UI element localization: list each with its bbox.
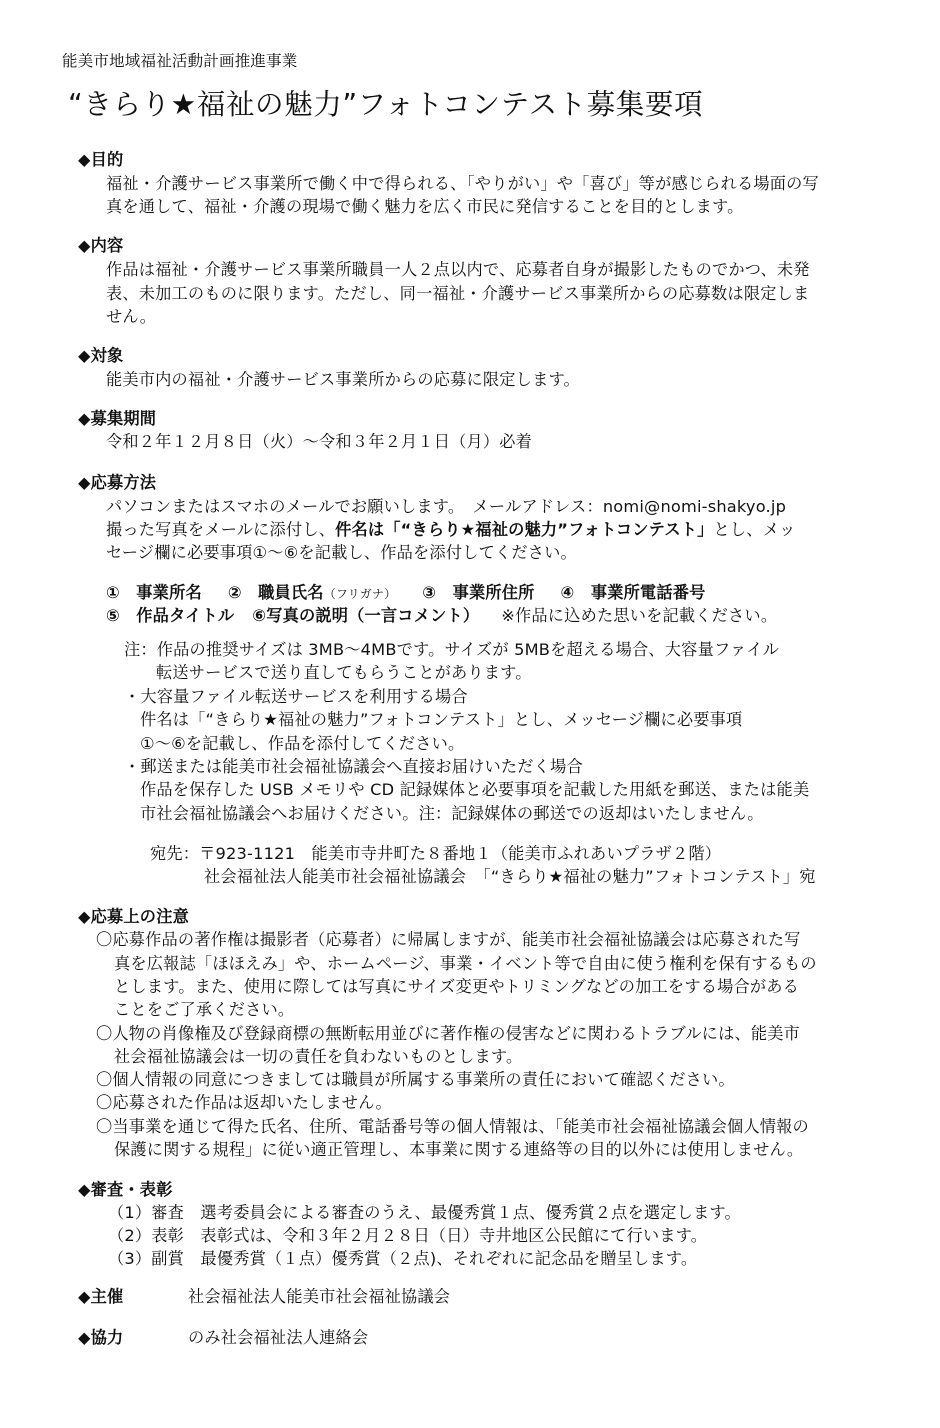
caution-line: 真を広報誌「ほほえみ」や、ホームページ、事業・イベント等で自由に使う権利を保有するもの [114, 954, 817, 973]
caution-line: 〇当事業を通じて得た氏名、住所、電話番号等の個人情報は、「能美市社会福祉協議会個人情報の [96, 1117, 809, 1136]
content-line: 作品は福祉・介護サービス事業所職員一人２点以内で、応募者自身が撮影したものでかつ、未発 [106, 260, 810, 279]
org-line: 能美市地域福祉活動計画推進事業 [62, 52, 298, 70]
method-heading: ◆応募方法 [78, 473, 157, 492]
transfer-note-heading: ・大容量ファイル転送サービスを利用する場合 [124, 687, 468, 706]
caution-line: 〇応募作品の著作権は撮影者（応募者）に帰属しますが、能美市社会福祉協議会は応募された写 [96, 930, 801, 949]
period-line: 令和２年１２月８日（火）～令和３年２月１日（月）必着 [106, 432, 533, 451]
judging-line: （3）副賞 最優秀賞（１点）優秀賞（２点)、それぞれに記念品を贈呈します。 [108, 1249, 698, 1268]
caution-line: 〇人物の肖像権及び登録商標の無断転用並びに著作権の侵害などに関わるトラブルには、能美市 [96, 1024, 801, 1043]
mail-note-line: 市社会福祉協議会へお届けください。注：記録媒体の郵送での返却はいたしません。 [140, 804, 764, 823]
purpose-line: 真を通して、福祉・介護の現場で働く魅力を広く市民に発信することを目的とします。 [106, 197, 744, 216]
caution-line: 保護に関する規程」に従い適正管理し、本事業に関する連絡等の目的以外には使用しません。 [114, 1140, 804, 1159]
address-recipient-line: 社会福祉法人能美市社会福祉協議会 「“きらり★福祉の魅力”フォトコンテスト」宛 [204, 867, 816, 886]
caution-heading: ◆応募上の注意 [78, 907, 189, 926]
size-note-line: 転送サービスで送り直してもらうことがあります。 [156, 663, 532, 682]
content-line: 表、未加工のものに限ります。ただし、同一福祉・介護サービス事業所からの応募数は限定しま [106, 284, 810, 303]
judging-line: （1）審査 選考委員会による審査のうえ、最優秀賞１点、優秀賞２点を選定します。 [108, 1203, 741, 1222]
caution-line: ことをご了承ください。 [114, 1000, 295, 1019]
organizer-label: ◆主催 [78, 1287, 124, 1306]
item-office-phone: ④ 事業所電話番号 [560, 583, 706, 602]
purpose-line: 福祉・介護サービス事業所で働く中で得られる、「やりがい」や「喜び」等が感じられる場面の写 [106, 174, 819, 193]
method-subject-pre: 撮った写真をメールに添付し、 [106, 520, 336, 539]
cooperation-label: ◆協力 [78, 1328, 124, 1347]
item-staff-kana: （フリガナ） [323, 587, 397, 601]
size-note-line: 注：作品の推奨サイズは 3MB～4MBです。サイズが 5MBを超える場合、大容量ファイル [124, 640, 780, 659]
target-line: 能美市内の福祉・介護サービス事業所からの応募に限定します。 [106, 370, 580, 389]
mail-note-line: 作品を保存した USB メモリや CD 記録媒体と必要事項を記載した用紙を郵送、または能美 [140, 780, 810, 799]
required-items-row-2 [106, 605, 777, 627]
content-line: せん。 [106, 307, 157, 326]
item-work-title: ⑤ 作品タイトル [106, 606, 235, 625]
item-office-address: ③ 事業所住所 [422, 583, 535, 602]
method-subject-post: とし、メッ [713, 520, 796, 539]
caution-line: 社会福祉協議会は一切の責任を負わないものとします。 [114, 1047, 523, 1066]
target-heading: ◆対象 [78, 346, 124, 365]
item-note: ※作品に込めた思いを記載ください。 [501, 606, 778, 625]
cooperation-value: のみ社会福祉法人連絡会 [188, 1328, 369, 1347]
content-heading: ◆内容 [78, 236, 124, 255]
caution-line: とします。また、使用に際しては写真にサイズ変更やトリミングなどの加工をする場合がある [114, 977, 800, 996]
required-items-row-1 [106, 582, 706, 605]
address-line: 宛先：〒923-1121 能美市寺井町た８番地１（能美市ふれあいプラザ２階） [150, 844, 722, 863]
method-message-line: セージ欄に必要事項①～⑥を記載し、作品を添付してください。 [106, 543, 577, 562]
item-photo-description: ⑥写真の説明（一言コメント） [252, 606, 480, 625]
caution-line: 〇応募された作品は返却いたしません。 [96, 1093, 392, 1112]
method-subject-bold: 件名は「“きらり★福祉の魅力”フォトコンテスト」 [335, 520, 714, 539]
purpose-heading: ◆目的 [78, 150, 124, 169]
method-email-line: パソコンまたはスマホのメールでお願いします。 メールアドレス：nomi@nomi-shakyo.jp [106, 497, 787, 516]
page-title: “きらり★福祉の魅力”フォトコンテスト募集要項 [68, 88, 704, 121]
transfer-note-line: 件名は「“きらり★福祉の魅力”フォトコンテスト」とし、メッセージ欄に必要事項 [140, 710, 743, 729]
mail-note-heading: ・郵送または能美市社会福祉協議会へ直接お届けいただく場合 [124, 757, 583, 776]
transfer-note-line: ①～⑥を記載し、作品を添付してください。 [140, 734, 465, 753]
item-office-name: ① 事業所名 [106, 583, 202, 602]
judging-heading: ◆審査・表彰 [78, 1180, 173, 1199]
organizer-value: 社会福祉法人能美市社会福祉協議会 [188, 1287, 451, 1306]
item-staff-name: ② 職員氏名 [227, 583, 324, 602]
method-subject-line [106, 519, 795, 541]
caution-line: 〇個人情報の同意につきましては職員が所属する事業所の責任において確認ください。 [96, 1070, 735, 1089]
judging-line: （2）表彰 表彰式は、令和３年２月２８日（日）寺井地区公民館にて行います。 [108, 1226, 708, 1245]
period-heading: ◆募集期間 [78, 409, 157, 428]
